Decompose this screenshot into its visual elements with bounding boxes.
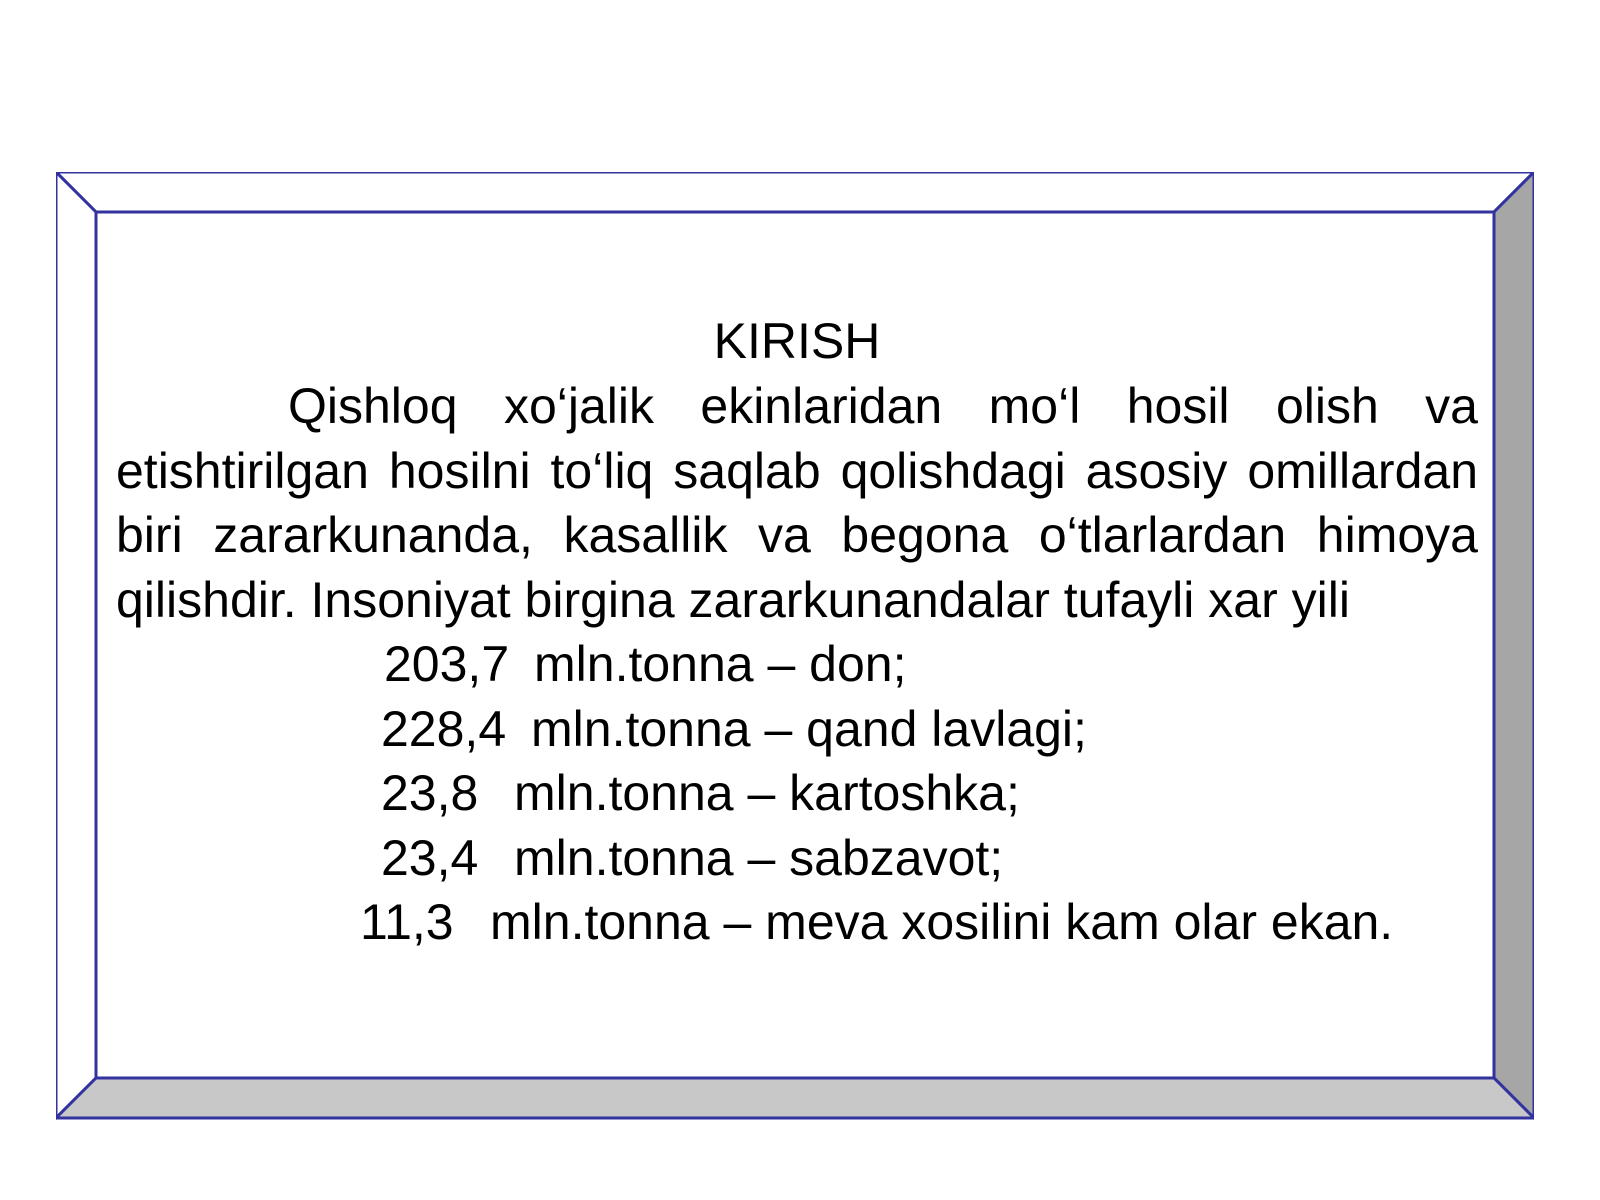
stat-value: 203,7 bbox=[384, 636, 510, 692]
stat-vegetables bbox=[116, 826, 1478, 891]
slide-title: KIRISH bbox=[713, 313, 881, 369]
loss-stats-list bbox=[116, 632, 1478, 955]
stat-text: mln.tonna – qand lavlagi; bbox=[531, 700, 1087, 757]
slide-content bbox=[116, 312, 1478, 955]
stat-value: 23,4 bbox=[381, 829, 479, 886]
stat-text: mln.tonna – don; bbox=[534, 636, 907, 692]
stat-text: mln.tonna – kartoshka; bbox=[514, 765, 1020, 821]
stat-text: mln.tonna – sabzavot; bbox=[514, 829, 1004, 886]
bevel-top bbox=[56, 172, 1534, 212]
stat-sugar-beet bbox=[116, 697, 1478, 762]
stat-grain bbox=[116, 632, 1478, 697]
intro-paragraph: Qishloq xo‘jalik ekinlaridan mo‘l hosil olish va etishtirilgan hosilni to‘liq saqlab qolishdagi asosiy omillardan biri zararkunanda, kasallik va begona o‘tlarlardan himoya qilishdir. Insoniyat birgina zararkunandalar tufayli xar yili bbox=[116, 378, 1478, 628]
bevel-left bbox=[56, 172, 96, 1118]
bevel-right bbox=[1494, 172, 1534, 1118]
stat-value: 23,8 bbox=[381, 765, 479, 821]
stat-text: mln.tonna – meva xosilini kam olar ekan. bbox=[490, 894, 1394, 950]
stat-potato bbox=[116, 761, 1478, 826]
bevel-bottom bbox=[56, 1078, 1534, 1118]
stat-value: 11,3 bbox=[360, 894, 454, 950]
stat-value: 228,4 bbox=[381, 700, 507, 757]
stat-fruit bbox=[116, 890, 1478, 955]
